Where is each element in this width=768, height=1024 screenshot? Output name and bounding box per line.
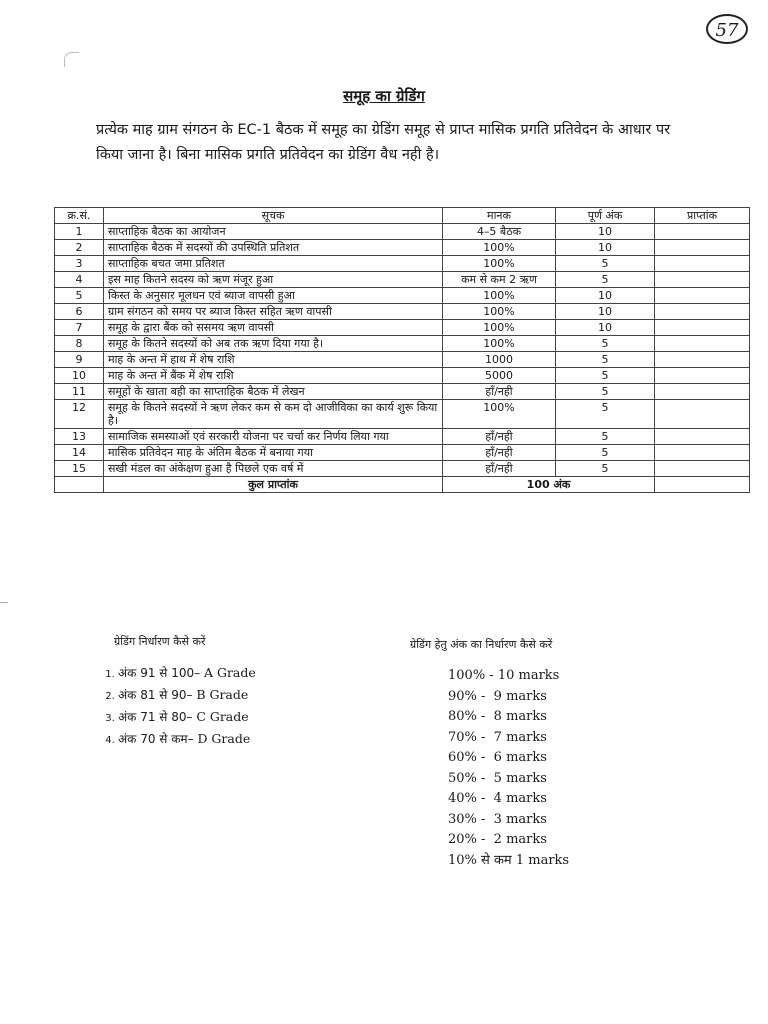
cell-full-marks: 5 (556, 336, 655, 352)
cell-indicator: साप्ताहिक बैठक में सदस्यों की उपस्थिति प्रतिशत (104, 240, 443, 256)
cell-full-marks: 10 (556, 288, 655, 304)
cell-indicator: समूह के कितने सदस्यों ने ऋण लेकर कम से कम दो आजीविका का कार्य शुरू किया है। (104, 400, 443, 429)
marks-heading: ग्रेडिंग हेतु अंक का निर्धारण कैसे करें (410, 638, 553, 651)
cell-indicator: मासिक प्रतिवेदन माह के अंतिम बैठक में बनाया गया (104, 445, 443, 461)
cell-full-marks: 10 (556, 240, 655, 256)
cell-full-marks: 10 (556, 224, 655, 240)
cell-serial: 4 (55, 272, 104, 288)
table-row (55, 288, 750, 304)
cell-standard: 100% (443, 240, 556, 256)
cell-serial: 7 (55, 320, 104, 336)
header-indicator: सूचक (104, 208, 443, 224)
scan-edge-mark (0, 602, 8, 603)
cell-obtained (655, 224, 750, 240)
cell-obtained (655, 352, 750, 368)
table-row (55, 429, 750, 445)
cell-obtained (655, 429, 750, 445)
cell-serial: 13 (55, 429, 104, 445)
cell-indicator: साप्ताहिक बचत जमा प्रतिशत (104, 256, 443, 272)
grade-item (118, 684, 256, 706)
cell-serial: 6 (55, 304, 104, 320)
cell-standard: 100% (443, 256, 556, 272)
total-spacer (55, 477, 104, 493)
cell-standard: हाँ/नही (443, 429, 556, 445)
grade-item (118, 728, 256, 750)
marks-item: 60% - 6 marks (448, 750, 547, 765)
table-row (55, 400, 750, 429)
table-row (55, 272, 750, 288)
cell-indicator: इस माह कितने सदस्य को ऋण मंजूर हुआ (104, 272, 443, 288)
table-row (55, 224, 750, 240)
cell-obtained (655, 400, 750, 429)
table-row (55, 461, 750, 477)
cell-full-marks: 5 (556, 256, 655, 272)
grade-label: C Grade (196, 709, 249, 724)
cell-standard: 100% (443, 400, 556, 429)
table-row (55, 320, 750, 336)
cell-standard: 100% (443, 304, 556, 320)
table-row (55, 352, 750, 368)
cell-serial: 5 (55, 288, 104, 304)
page-number: 57 (706, 14, 748, 44)
cell-serial: 8 (55, 336, 104, 352)
cell-obtained (655, 256, 750, 272)
grade-range: अंक 70 से कम– (118, 732, 194, 746)
table-row (55, 384, 750, 400)
grade-item (118, 662, 256, 684)
cell-serial: 11 (55, 384, 104, 400)
cell-standard: कम से कम 2 ऋण (443, 272, 556, 288)
marks-item: 100% - 10 marks (448, 668, 560, 683)
grade-list (98, 662, 256, 750)
cell-obtained (655, 240, 750, 256)
cell-indicator: सखी मंडल का अंकेक्षण हुआ है पिछले एक वर्ष में (104, 461, 443, 477)
cell-obtained (655, 368, 750, 384)
cell-full-marks: 5 (556, 272, 655, 288)
grading-heading: ग्रेडिंग निर्धारण कैसे करें (114, 635, 206, 648)
marks-list (448, 666, 569, 871)
cell-indicator: ग्राम संगठन को समय पर ब्याज किस्त सहित ऋण वापसी (104, 304, 443, 320)
table-body (55, 224, 750, 493)
cell-standard: 100% (443, 336, 556, 352)
table-row (55, 368, 750, 384)
cell-standard: 4–5 बैठक (443, 224, 556, 240)
cell-obtained (655, 272, 750, 288)
cell-standard: हाँ/नही (443, 461, 556, 477)
cell-indicator: माह के अन्त में बैंक में शेष राशि (104, 368, 443, 384)
cell-obtained (655, 336, 750, 352)
cell-indicator: सामाजिक समस्याओं एवं सरकारी योजना पर चर्चा कर निर्णय लिया गया (104, 429, 443, 445)
cell-indicator: साप्ताहिक बैठक का आयोजन (104, 224, 443, 240)
cell-full-marks: 5 (556, 384, 655, 400)
grade-range: अंक 81 से 90– (118, 688, 193, 702)
marks-item: 10% से कम 1 marks (448, 852, 570, 868)
cell-serial: 1 (55, 224, 104, 240)
cell-indicator: समूह के द्वारा बैंक को ससमय ऋण वापसी (104, 320, 443, 336)
cell-full-marks: 5 (556, 352, 655, 368)
cell-obtained (655, 461, 750, 477)
intro-paragraph: प्रत्येक माह ग्राम संगठन के EC-1 बैठक में समूह का ग्रेडिंग समूह से प्राप्त मासिक प्रगति प्रतिवेदन के आधार पर किया जाना है। बिना मासिक प्रगति प्रतिवेदन का ग्रेडिंग वैध नही है। (96, 122, 671, 163)
cell-obtained (655, 320, 750, 336)
cell-indicator: माह के अन्त में हाथ में शेष राशि (104, 352, 443, 368)
cell-full-marks: 5 (556, 445, 655, 461)
cell-serial: 3 (55, 256, 104, 272)
grade-label: B Grade (196, 687, 249, 702)
cell-standard: 1000 (443, 352, 556, 368)
cell-full-marks: 5 (556, 429, 655, 445)
cell-standard: 100% (443, 320, 556, 336)
cell-standard: 100% (443, 288, 556, 304)
grade-range: अंक 71 से 80– (118, 710, 193, 724)
grade-label: D Grade (197, 731, 251, 746)
cell-serial: 14 (55, 445, 104, 461)
grade-range: अंक 91 से 100– (118, 666, 201, 680)
table-header-row (55, 208, 750, 224)
total-obtained (655, 477, 750, 493)
header-standard: मानक (443, 208, 556, 224)
cell-full-marks: 10 (556, 304, 655, 320)
cell-serial: 12 (55, 400, 104, 429)
cell-indicator: किस्त के अनुसार मूलधन एवं ब्याज वापसी हुआ (104, 288, 443, 304)
cell-obtained (655, 288, 750, 304)
marks-item: 40% - 4 marks (448, 791, 547, 806)
table-row (55, 304, 750, 320)
total-value: 100 अंक (443, 477, 655, 493)
marks-item: 90% - 9 marks (448, 688, 547, 704)
total-label: कुल प्राप्तांक (104, 477, 443, 493)
cell-full-marks: 10 (556, 320, 655, 336)
table-row (55, 240, 750, 256)
cell-obtained (655, 304, 750, 320)
marks-item: 30% - 3 marks (448, 811, 547, 827)
cell-serial: 15 (55, 461, 104, 477)
header-serial: क्र.सं. (55, 208, 104, 224)
cell-full-marks: 5 (556, 461, 655, 477)
cell-standard: हाँ/नही (443, 384, 556, 400)
grade-label: A Grade (203, 665, 256, 680)
cell-full-marks: 5 (556, 400, 655, 429)
cell-indicator: समूहों के खाता बही का साप्ताहिक बैठक में लेखन (104, 384, 443, 400)
cell-indicator: समूह के कितने सदस्यों को अब तक ऋण दिया गया है। (104, 336, 443, 352)
header-full-marks: पूर्ण अंक (556, 208, 655, 224)
cell-standard: हाँ/नही (443, 445, 556, 461)
cell-full-marks: 5 (556, 368, 655, 384)
marks-item: 50% - 5 marks (448, 770, 547, 786)
cell-serial: 10 (55, 368, 104, 384)
marks-item: 70% - 7 marks (448, 729, 547, 745)
table-row (55, 445, 750, 461)
scan-corner-mark (64, 52, 79, 67)
page-title: समूह का ग्रेडिंग (343, 87, 425, 105)
marks-item: 80% - 8 marks (448, 709, 547, 724)
cell-serial: 9 (55, 352, 104, 368)
grading-table (54, 207, 750, 493)
cell-obtained (655, 445, 750, 461)
cell-serial: 2 (55, 240, 104, 256)
header-obtained: प्राप्तांक (655, 208, 750, 224)
grade-item (118, 706, 256, 728)
marks-item: 20% - 2 marks (448, 832, 547, 847)
table-row (55, 256, 750, 272)
table-row (55, 336, 750, 352)
cell-standard: 5000 (443, 368, 556, 384)
table-total-row (55, 477, 750, 493)
cell-obtained (655, 384, 750, 400)
